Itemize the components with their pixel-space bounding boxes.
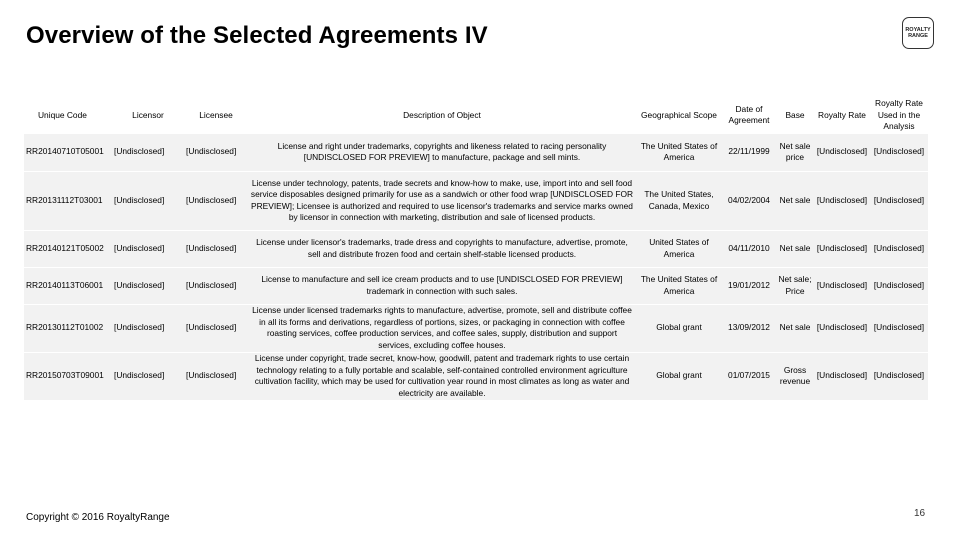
cell-base: Net sale; Price — [776, 268, 814, 304]
cell-royalty-rate: [Undisclosed] — [814, 231, 870, 267]
cell-licensor: [Undisclosed] — [112, 134, 184, 171]
cell-description: License under technology, patents, trade secrets and know-how to make, use, import into and sell food service disposables designed primarily for use as a sandwich or other food wrap [UNDISCLOSED FOR PREVIEW]; Licensee is authorized and required to use licensor's trademarks and service marks owned by licensor in connection with marketing, distribution and sale of licensed products. — [248, 172, 636, 230]
cell-licensor: [Undisclosed] — [112, 268, 184, 304]
cell-geographical-scope: The United States of America — [636, 134, 722, 171]
header-licensee: Licensee — [184, 98, 248, 133]
header-royalty-rate-used: Royalty Rate Used in the Analysis — [870, 98, 928, 133]
cell-royalty-rate-used: [Undisclosed] — [870, 231, 928, 267]
cell-licensee: [Undisclosed] — [184, 305, 248, 352]
table-row — [24, 134, 928, 171]
cell-base: Net sale — [776, 172, 814, 230]
table-row — [24, 172, 928, 230]
cell-geographical-scope: United States of America — [636, 231, 722, 267]
cell-licensee: [Undisclosed] — [184, 172, 248, 230]
cell-description: License and right under trademarks, copyrights and likeness related to racing personality [UNDISCLOSED FOR PREVIEW] to manufacture, package and sell mints. — [248, 134, 636, 171]
cell-licensor: [Undisclosed] — [112, 353, 184, 400]
cell-unique-code: RR20140113T06001 — [24, 268, 112, 304]
cell-description: License under licensor's trademarks, trade dress and copyrights to manufacture, advertise, promote, sell and distribute frozen food and certain shelf-stable licensed products. — [248, 231, 636, 267]
cell-licensor: [Undisclosed] — [112, 172, 184, 230]
cell-description: License under copyright, trade secret, know-how, goodwill, patent and trademark rights to use certain technology relating to a fully portable and scalable, self-contained controlled environment agriculture cultivation facility, which may be used for cultivation year round in most climates as long as water and electricity are available. — [248, 353, 636, 400]
cell-geographical-scope: Global grant — [636, 353, 722, 400]
cell-date: 22/11/1999 — [722, 134, 776, 171]
copyright-footer: Copyright © 2016 RoyaltyRange — [26, 512, 170, 523]
table-header-row — [24, 98, 928, 133]
header-royalty-rate: Royalty Rate — [814, 98, 870, 133]
cell-base: Net sale price — [776, 134, 814, 171]
header-geographical-scope: Geographical Scope — [636, 98, 722, 133]
cell-royalty-rate-used: [Undisclosed] — [870, 353, 928, 400]
logo-line-1: ROYALTY — [905, 27, 931, 33]
table-row — [24, 231, 928, 267]
cell-royalty-rate: [Undisclosed] — [814, 172, 870, 230]
cell-royalty-rate: [Undisclosed] — [814, 305, 870, 352]
table-row — [24, 305, 928, 352]
cell-licensee: [Undisclosed] — [184, 231, 248, 267]
cell-licensee: [Undisclosed] — [184, 353, 248, 400]
cell-date: 04/02/2004 — [722, 172, 776, 230]
table-row — [24, 353, 928, 400]
cell-royalty-rate-used: [Undisclosed] — [870, 305, 928, 352]
header-description: Description of Object — [248, 98, 636, 133]
header-unique-code: Unique Code — [24, 98, 112, 133]
cell-royalty-rate: [Undisclosed] — [814, 353, 870, 400]
cell-base: Gross revenue — [776, 353, 814, 400]
cell-unique-code: RR20140121T05002 — [24, 231, 112, 267]
cell-royalty-rate-used: [Undisclosed] — [870, 172, 928, 230]
cell-royalty-rate-used: [Undisclosed] — [870, 134, 928, 171]
header-licensor: Licensor — [112, 98, 184, 133]
cell-date: 13/09/2012 — [722, 305, 776, 352]
cell-unique-code: RR20140710T05001 — [24, 134, 112, 171]
cell-royalty-rate-used: [Undisclosed] — [870, 268, 928, 304]
header-base: Base — [776, 98, 814, 133]
cell-base: Net sale — [776, 231, 814, 267]
cell-licensee: [Undisclosed] — [184, 134, 248, 171]
cell-description: License to manufacture and sell ice cream products and to use [UNDISCLOSED FOR PREVIEW] trademark in connection with such sales. — [248, 268, 636, 304]
agreements-table — [24, 97, 928, 401]
cell-royalty-rate: [Undisclosed] — [814, 134, 870, 171]
cell-date: 01/07/2015 — [722, 353, 776, 400]
logo-line-2: RANGE — [908, 33, 928, 39]
cell-unique-code: RR20150703T09001 — [24, 353, 112, 400]
cell-licensor: [Undisclosed] — [112, 305, 184, 352]
cell-royalty-rate: [Undisclosed] — [814, 268, 870, 304]
cell-geographical-scope: The United States, Canada, Mexico — [636, 172, 722, 230]
cell-unique-code: RR20130112T01002 — [24, 305, 112, 352]
cell-geographical-scope: The United States of America — [636, 268, 722, 304]
cell-geographical-scope: Global grant — [636, 305, 722, 352]
cell-description: License under licensed trademarks rights to manufacture, advertise, promote, sell and distribute coffee in all its forms and derivations, regardless of portions, sizes, or packaging in connection with coffee roasting services, coffee production services, and coffee sales, supply, distribution and support services, excluding coffee houses. — [248, 305, 636, 352]
table-row — [24, 268, 928, 304]
cell-licensee: [Undisclosed] — [184, 268, 248, 304]
cell-date: 19/01/2012 — [722, 268, 776, 304]
royaltyrange-logo — [902, 17, 934, 49]
page-title: Overview of the Selected Agreements IV — [26, 22, 488, 49]
cell-date: 04/11/2010 — [722, 231, 776, 267]
page-number: 16 — [914, 508, 926, 519]
cell-unique-code: RR20131112T03001 — [24, 172, 112, 230]
header-date-of-agreement: Date of Agreement — [722, 98, 776, 133]
cell-base: Net sale — [776, 305, 814, 352]
cell-licensor: [Undisclosed] — [112, 231, 184, 267]
